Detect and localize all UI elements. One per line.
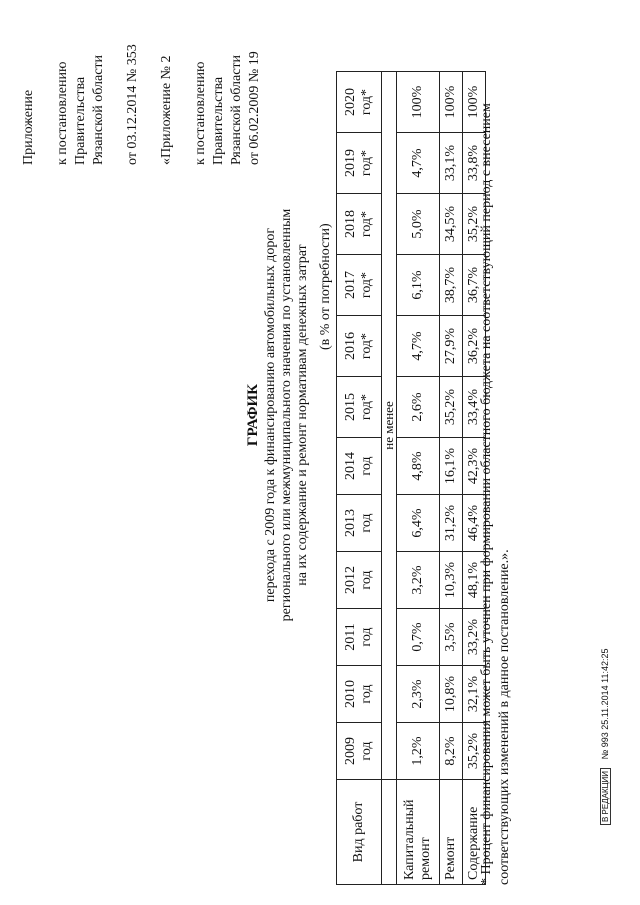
header-work-type: Вид работ: [337, 780, 382, 885]
table-cell: 31,2%: [440, 495, 463, 552]
revision-stamp: [600, 649, 611, 826]
stamp-box: В РЕДАКЦИИ: [600, 768, 611, 825]
document-title: [245, 155, 311, 675]
title-main: ГРАФИК: [245, 383, 261, 447]
table-cell: 35,2%: [463, 723, 486, 780]
table-cell: 34,5%: [440, 194, 463, 255]
header-year: 2015 год*: [337, 377, 382, 438]
not-less-note: не менее: [382, 72, 397, 780]
table-cell: 8,2%: [440, 723, 463, 780]
table-cell: 16,1%: [440, 438, 463, 495]
table-cell: 1,2%: [397, 723, 440, 780]
header-year: 2009 год: [337, 723, 382, 780]
table-cell: 33,8%: [463, 133, 486, 194]
table-cell: 42,3%: [463, 438, 486, 495]
row-label: Ремонт: [440, 780, 463, 885]
table-cell: 33,1%: [440, 133, 463, 194]
header-year: 2019 год*: [337, 133, 382, 194]
appendix-line: Рязанской области: [229, 54, 244, 165]
table-cell: 48,1%: [463, 552, 486, 609]
table-cell: 100%: [463, 72, 486, 133]
title-line: перехода с 2009 года к финансированию автомобильных дорог: [263, 227, 278, 603]
appendix-line: «Приложение № 2: [159, 55, 174, 165]
table-subheader-row: [382, 72, 397, 885]
table-cell: 38,7%: [440, 255, 463, 316]
appendix-line: от 06.02.2009 № 19: [247, 51, 262, 165]
title-line: на их содержание и ремонт нормативам денежных затрат: [295, 244, 310, 586]
schedule-table: [336, 71, 486, 885]
table-cell: 0,7%: [397, 609, 440, 666]
row-label: Капитальный ремонт: [397, 780, 440, 885]
header-year: 2018 год*: [337, 194, 382, 255]
table-cell: 36,7%: [463, 255, 486, 316]
table-cell: 46,4%: [463, 495, 486, 552]
table-cell: 33,2%: [463, 609, 486, 666]
table-cell: 4,8%: [397, 438, 440, 495]
table-cell: 35,2%: [440, 377, 463, 438]
table-cell: 27,9%: [440, 316, 463, 377]
header-year: 2016 год*: [337, 316, 382, 377]
table-header-row: [337, 72, 382, 885]
table-cell: 2,3%: [397, 666, 440, 723]
table-cell: 6,4%: [397, 495, 440, 552]
table-cell: 100%: [440, 72, 463, 133]
table-cell: 4,7%: [397, 133, 440, 194]
table-cell: 32,1%: [463, 666, 486, 723]
header-year: 2017 год*: [337, 255, 382, 316]
header-year: 2020 год*: [337, 72, 382, 133]
table-cell: 100%: [397, 72, 440, 133]
table-cell: 33,4%: [463, 377, 486, 438]
table-cell: 35,2%: [463, 194, 486, 255]
header-year: 2013 год: [337, 495, 382, 552]
table-cell: 3,5%: [440, 609, 463, 666]
header-year: 2014 год: [337, 438, 382, 495]
appendix-line: Рязанской области: [91, 54, 106, 165]
footnote: * Процент финансирования может быть уточнен при формировании областного бюджета на соответствующий период с внесением соответствующих изменений в данное постановление.».: [479, 103, 512, 885]
stamp-text: № 993 25.11.2014 11:42:25: [600, 648, 610, 760]
appendix-line: к постановлению Правительства: [55, 61, 88, 165]
header-year: 2012 год: [337, 552, 382, 609]
table-cell: 10,8%: [440, 666, 463, 723]
header-year: 2010 год: [337, 666, 382, 723]
table-cell: 5,0%: [397, 194, 440, 255]
table-cell: 36,2%: [463, 316, 486, 377]
appendix-header: [20, 0, 264, 165]
unit-note: (в % от потребности): [318, 223, 333, 350]
table-cell: 10,3%: [440, 552, 463, 609]
title-line: регионального или межмуниципального значения по установленным: [279, 208, 294, 622]
header-year: 2011 год: [337, 609, 382, 666]
table-cell: 2,6%: [397, 377, 440, 438]
table-cell: 3,2%: [397, 552, 440, 609]
table-cell: 4,7%: [397, 316, 440, 377]
table-cell: 6,1%: [397, 255, 440, 316]
table-row: [397, 72, 440, 885]
table-row: [440, 72, 463, 885]
appendix-line: от 03.12.2014 № 353: [125, 44, 140, 165]
appendix-line: Приложение: [21, 89, 36, 165]
row-label: Содержание: [463, 780, 486, 885]
appendix-line: к постановлению Правительства: [193, 61, 226, 165]
